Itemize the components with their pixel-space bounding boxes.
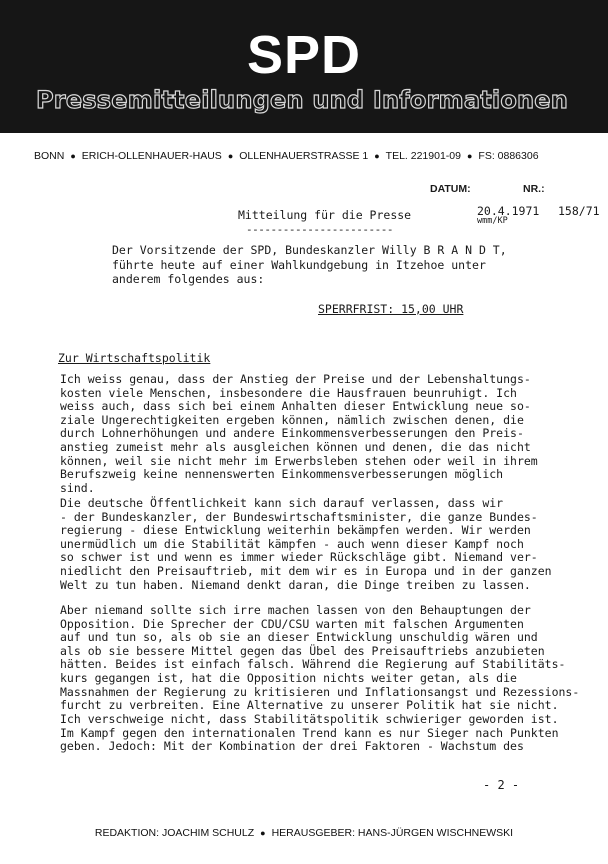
intro-paragraph: Der Vorsitzende der SPD, Bundeskanzler Willy B R A N D T, führte heute auf einer Wahlkundgebung in Itzehoe unter anderem folgendes aus: bbox=[112, 243, 507, 286]
separator-dot: ● bbox=[466, 151, 473, 161]
body-paragraph: Die deutsche Öffentlichkeit kann sich darauf verlassen, dass wir - der Bundeskanzler, der Bundeswirtschaftsminister, die ganze Bundes- regierung - diese Entwicklung weiterhin bekämpfen werden. Wir werden unermüdlich um die Stabilität kämpfen - auch wenn dieser Kampf noch so schwer ist und wenn es immer wieder Rückschläge gibt. Niemand ver- niedlicht den Preisauftrieb, mit dem wir es in Europa und in der ganzen Welt zu tun haben. Niemand denkt daran, die Dinge treiben zu lassen. bbox=[60, 496, 552, 592]
page-continuation-marker: - 2 - bbox=[483, 778, 520, 792]
body-paragraph: Ich weiss genau, dass der Anstieg der Preise und der Lebenshaltungs- kosten viele Menschen, insbesondere die Hausfrauen beunruhigt. Ich weiss auch, dass sich bei einem Anhalten dieser Entwicklung neue so- ziale Ungerechtigkeiten ergeben können, nämlich zwischen denen, die durch Lohnerhöhungen und andere Einkommensverbesserungen den Preis- anstieg zumeist mehr als ausgleichen können und denen, die das nicht können, weil sie nicht mehr im Erwerbsleben stehen oder weil in ihrem Berufszweig keine nennenswerten Einkommensverbesserungen möglich sind. bbox=[60, 372, 538, 495]
address-city: BONN bbox=[34, 150, 65, 162]
date-label: DATUM: bbox=[430, 183, 471, 195]
footer-publisher: HERAUSGEBER: HANS-JÜRGEN WISCHNEWSKI bbox=[271, 827, 514, 839]
letterhead-banner bbox=[0, 0, 608, 133]
body-paragraph: Aber niemand sollte sich irre machen lassen von den Behauptungen der Opposition. Die Sprecher der CDU/CSU warten mit falschen Argumenten auf und tun so, als ob sie an dieser Entwicklung unschuldig wären und als ob sie bessere Mittel gegen das Übel des Preisauftriebs anzubieten hätten. Beides ist einfach falsch. Während die Regierung auf Stabilitäts- kurs gegangen ist, hat die Opposition nichts weiter getan, als die Massnahmen der Regierung zu kritisieren und Inflationsangst und Rezessions- furcht zu verbreiten. Eine Alternative zu unserer Politik hat sie nicht. bbox=[60, 603, 580, 713]
document-number: 158/71 bbox=[558, 204, 600, 218]
address-house: ERICH-OLLENHAUER-HAUS bbox=[81, 150, 222, 162]
address-street: OLLENHAUERSTRASSE 1 bbox=[239, 150, 369, 162]
address-line bbox=[34, 150, 594, 162]
body-paragraph: Ich verschweige nicht, dass Stabilitätspolitik schwieriger geworden ist. Im Kampf gegen den internationalen Trend kann es nur Sieger nach Punkten geben. Jedoch: Mit der Kombination der drei Faktoren - Wachstum des bbox=[60, 712, 559, 754]
address-telephone: TEL. 221901-09 bbox=[385, 150, 461, 162]
letterhead-tagline: Pressemitteilungen und Informationen bbox=[36, 86, 569, 114]
separator-dot: ● bbox=[374, 151, 380, 161]
section-heading: Zur Wirtschaftspolitik bbox=[58, 351, 211, 365]
separator-dot: ● bbox=[260, 828, 266, 838]
spd-logo: SPD bbox=[246, 25, 362, 85]
number-label: NR.: bbox=[523, 183, 545, 195]
title-underline: ------------------------ bbox=[246, 223, 393, 236]
footer-editor: REDAKTION: JOACHIM SCHULZ bbox=[94, 827, 255, 839]
document-date: 20.4.1971 bbox=[477, 204, 540, 218]
embargo-notice: SPERRFRIST: 15,00 UHR bbox=[318, 302, 464, 316]
address-telex: FS: 0886306 bbox=[478, 150, 539, 162]
document-title: Mitteilung für die Presse bbox=[238, 208, 412, 222]
separator-dot: ● bbox=[227, 151, 234, 161]
footer-line bbox=[0, 827, 608, 839]
separator-dot: ● bbox=[70, 151, 76, 161]
author-initials: wmm/KP bbox=[477, 216, 508, 226]
